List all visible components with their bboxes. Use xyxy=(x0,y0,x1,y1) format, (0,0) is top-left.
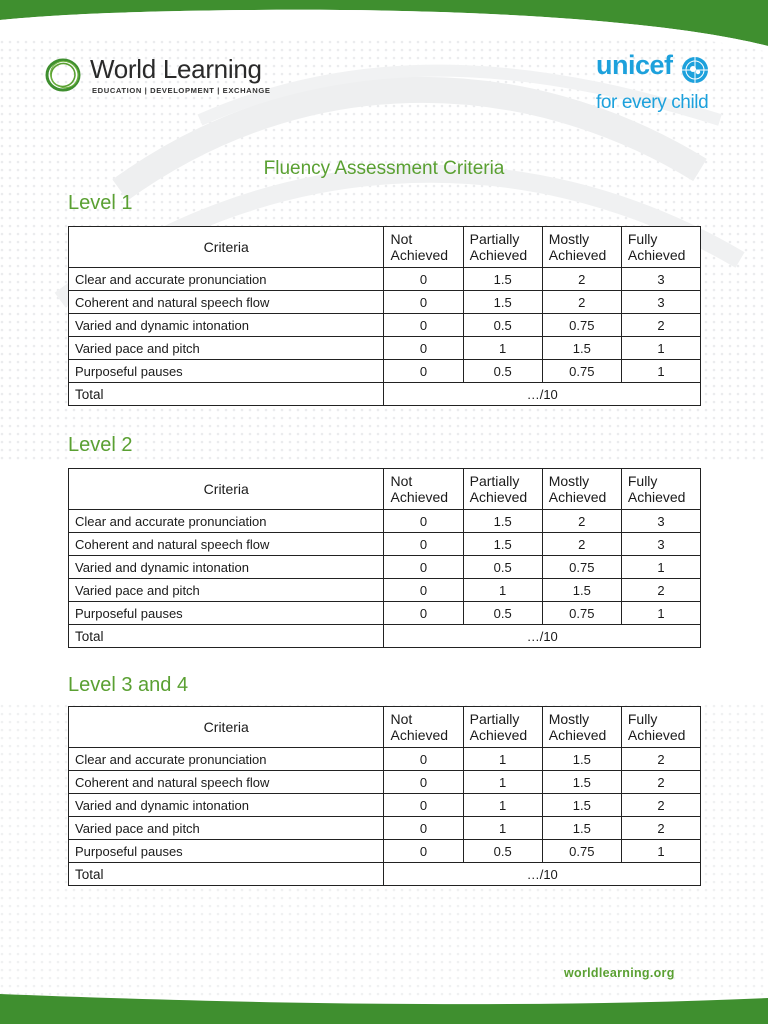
header-partially-achieved: Partially Achieved xyxy=(463,469,542,510)
header-mostly-achieved: Mostly Achieved xyxy=(542,469,621,510)
score-cell: 0 xyxy=(384,794,463,817)
header-fully-achieved: Fully Achieved xyxy=(621,707,700,748)
score-cell: 1.5 xyxy=(542,771,621,794)
score-cell: 1 xyxy=(463,794,542,817)
score-cell: 1 xyxy=(463,748,542,771)
score-cell: 0 xyxy=(384,579,463,602)
ring-logo-icon xyxy=(44,56,82,94)
world-learning-tagline: EDUCATION | DEVELOPMENT | EXCHANGE xyxy=(92,86,271,95)
unicef-globe-icon xyxy=(680,55,710,85)
score-cell: 1 xyxy=(463,337,542,360)
criteria-cell: Coherent and natural speech flow xyxy=(69,771,384,794)
criteria-cell: Clear and accurate pronunciation xyxy=(69,748,384,771)
criteria-cell: Varied and dynamic intonation xyxy=(69,794,384,817)
total-label: Total xyxy=(69,383,384,406)
table-row xyxy=(69,291,701,314)
header-mostly-achieved: Mostly Achieved xyxy=(542,227,621,268)
header-criteria: Criteria xyxy=(69,227,384,268)
total-value: …/10 xyxy=(384,383,701,406)
header-criteria: Criteria xyxy=(69,469,384,510)
table-row xyxy=(69,268,701,291)
score-cell: 1.5 xyxy=(542,817,621,840)
table-row xyxy=(69,360,701,383)
table-row xyxy=(69,817,701,840)
criteria-cell: Clear and accurate pronunciation xyxy=(69,268,384,291)
score-cell: 1 xyxy=(621,360,700,383)
score-cell: 3 xyxy=(621,510,700,533)
score-cell: 1.5 xyxy=(463,510,542,533)
score-cell: 2 xyxy=(621,314,700,337)
criteria-cell: Purposeful pauses xyxy=(69,840,384,863)
total-value: …/10 xyxy=(384,863,701,886)
table-row xyxy=(69,771,701,794)
table-row xyxy=(69,748,701,771)
bottom-green-band xyxy=(0,990,768,1024)
score-cell: 2 xyxy=(621,794,700,817)
score-cell: 2 xyxy=(621,748,700,771)
score-cell: 0 xyxy=(384,748,463,771)
score-cell: 1 xyxy=(463,817,542,840)
header-mostly-achieved: Mostly Achieved xyxy=(542,707,621,748)
criteria-cell: Varied pace and pitch xyxy=(69,337,384,360)
score-cell: 0.5 xyxy=(463,360,542,383)
criteria-cell: Varied and dynamic intonation xyxy=(69,314,384,337)
table-row xyxy=(69,556,701,579)
total-label: Total xyxy=(69,625,384,648)
level-2-table xyxy=(68,468,701,648)
level-2-heading: Level 2 xyxy=(68,434,133,456)
score-cell: 0.5 xyxy=(463,840,542,863)
unicef-tagline: for every child xyxy=(596,92,709,113)
header-not-achieved: Not Achieved xyxy=(384,227,463,268)
table-header-row xyxy=(69,707,701,748)
score-cell: 0 xyxy=(384,771,463,794)
total-label: Total xyxy=(69,863,384,886)
score-cell: 0 xyxy=(384,602,463,625)
score-cell: 2 xyxy=(621,771,700,794)
table-row xyxy=(69,840,701,863)
table-header-row xyxy=(69,469,701,510)
table-row xyxy=(69,794,701,817)
score-cell: 0 xyxy=(384,556,463,579)
score-cell: 0 xyxy=(384,510,463,533)
total-row xyxy=(69,383,701,406)
score-cell: 2 xyxy=(542,291,621,314)
score-cell: 2 xyxy=(542,510,621,533)
score-cell: 0 xyxy=(384,337,463,360)
score-cell: 1.5 xyxy=(463,291,542,314)
header-fully-achieved: Fully Achieved xyxy=(621,227,700,268)
score-cell: 0 xyxy=(384,314,463,337)
world-learning-logo xyxy=(44,54,294,98)
criteria-cell: Varied pace and pitch xyxy=(69,579,384,602)
criteria-cell: Coherent and natural speech flow xyxy=(69,291,384,314)
score-cell: 1.5 xyxy=(542,794,621,817)
score-cell: 3 xyxy=(621,268,700,291)
score-cell: 0 xyxy=(384,360,463,383)
score-cell: 0 xyxy=(384,817,463,840)
score-cell: 1 xyxy=(621,602,700,625)
table-row xyxy=(69,337,701,360)
score-cell: 2 xyxy=(542,533,621,556)
level-3-4-table xyxy=(68,706,701,886)
header-criteria: Criteria xyxy=(69,707,384,748)
table-row xyxy=(69,533,701,556)
score-cell: 3 xyxy=(621,291,700,314)
table-row xyxy=(69,510,701,533)
header-not-achieved: Not Achieved xyxy=(384,469,463,510)
level-1-table xyxy=(68,226,701,406)
score-cell: 2 xyxy=(621,579,700,602)
header-partially-achieved: Partially Achieved xyxy=(463,707,542,748)
total-value: …/10 xyxy=(384,625,701,648)
score-cell: 1.5 xyxy=(542,337,621,360)
score-cell: 2 xyxy=(621,817,700,840)
score-cell: 0 xyxy=(384,268,463,291)
score-cell: 0.75 xyxy=(542,602,621,625)
unicef-logo xyxy=(594,50,724,120)
score-cell: 1.5 xyxy=(463,533,542,556)
score-cell: 0.5 xyxy=(463,314,542,337)
score-cell: 1.5 xyxy=(463,268,542,291)
score-cell: 0.5 xyxy=(463,602,542,625)
table-row xyxy=(69,602,701,625)
score-cell: 2 xyxy=(542,268,621,291)
score-cell: 1 xyxy=(621,556,700,579)
score-cell: 0 xyxy=(384,291,463,314)
level-3-4-heading: Level 3 and 4 xyxy=(68,674,189,696)
criteria-cell: Clear and accurate pronunciation xyxy=(69,510,384,533)
document-title: Fluency Assessment Criteria xyxy=(263,158,505,179)
score-cell: 1 xyxy=(463,579,542,602)
score-cell: 0.75 xyxy=(542,314,621,337)
score-cell: 0 xyxy=(384,533,463,556)
score-cell: 0.5 xyxy=(463,556,542,579)
footer-website-link[interactable]: worldlearning.org xyxy=(564,966,675,980)
score-cell: 0.75 xyxy=(542,556,621,579)
total-row xyxy=(69,863,701,886)
score-cell: 1.5 xyxy=(542,748,621,771)
table-row xyxy=(69,579,701,602)
score-cell: 3 xyxy=(621,533,700,556)
score-cell: 0 xyxy=(384,840,463,863)
table-header-row xyxy=(69,227,701,268)
criteria-cell: Purposeful pauses xyxy=(69,360,384,383)
criteria-cell: Varied pace and pitch xyxy=(69,817,384,840)
score-cell: 1 xyxy=(621,337,700,360)
header-not-achieved: Not Achieved xyxy=(384,707,463,748)
header-fully-achieved: Fully Achieved xyxy=(621,469,700,510)
score-cell: 1.5 xyxy=(542,579,621,602)
world-learning-name: World Learning xyxy=(90,54,262,84)
unicef-wordmark: unicef xyxy=(596,50,673,80)
score-cell: 0.75 xyxy=(542,840,621,863)
total-row xyxy=(69,625,701,648)
score-cell: 1 xyxy=(463,771,542,794)
header-partially-achieved: Partially Achieved xyxy=(463,227,542,268)
score-cell: 0.75 xyxy=(542,360,621,383)
criteria-cell: Purposeful pauses xyxy=(69,602,384,625)
criteria-cell: Coherent and natural speech flow xyxy=(69,533,384,556)
table-row xyxy=(69,314,701,337)
score-cell: 1 xyxy=(621,840,700,863)
level-1-heading: Level 1 xyxy=(68,192,133,214)
criteria-cell: Varied and dynamic intonation xyxy=(69,556,384,579)
